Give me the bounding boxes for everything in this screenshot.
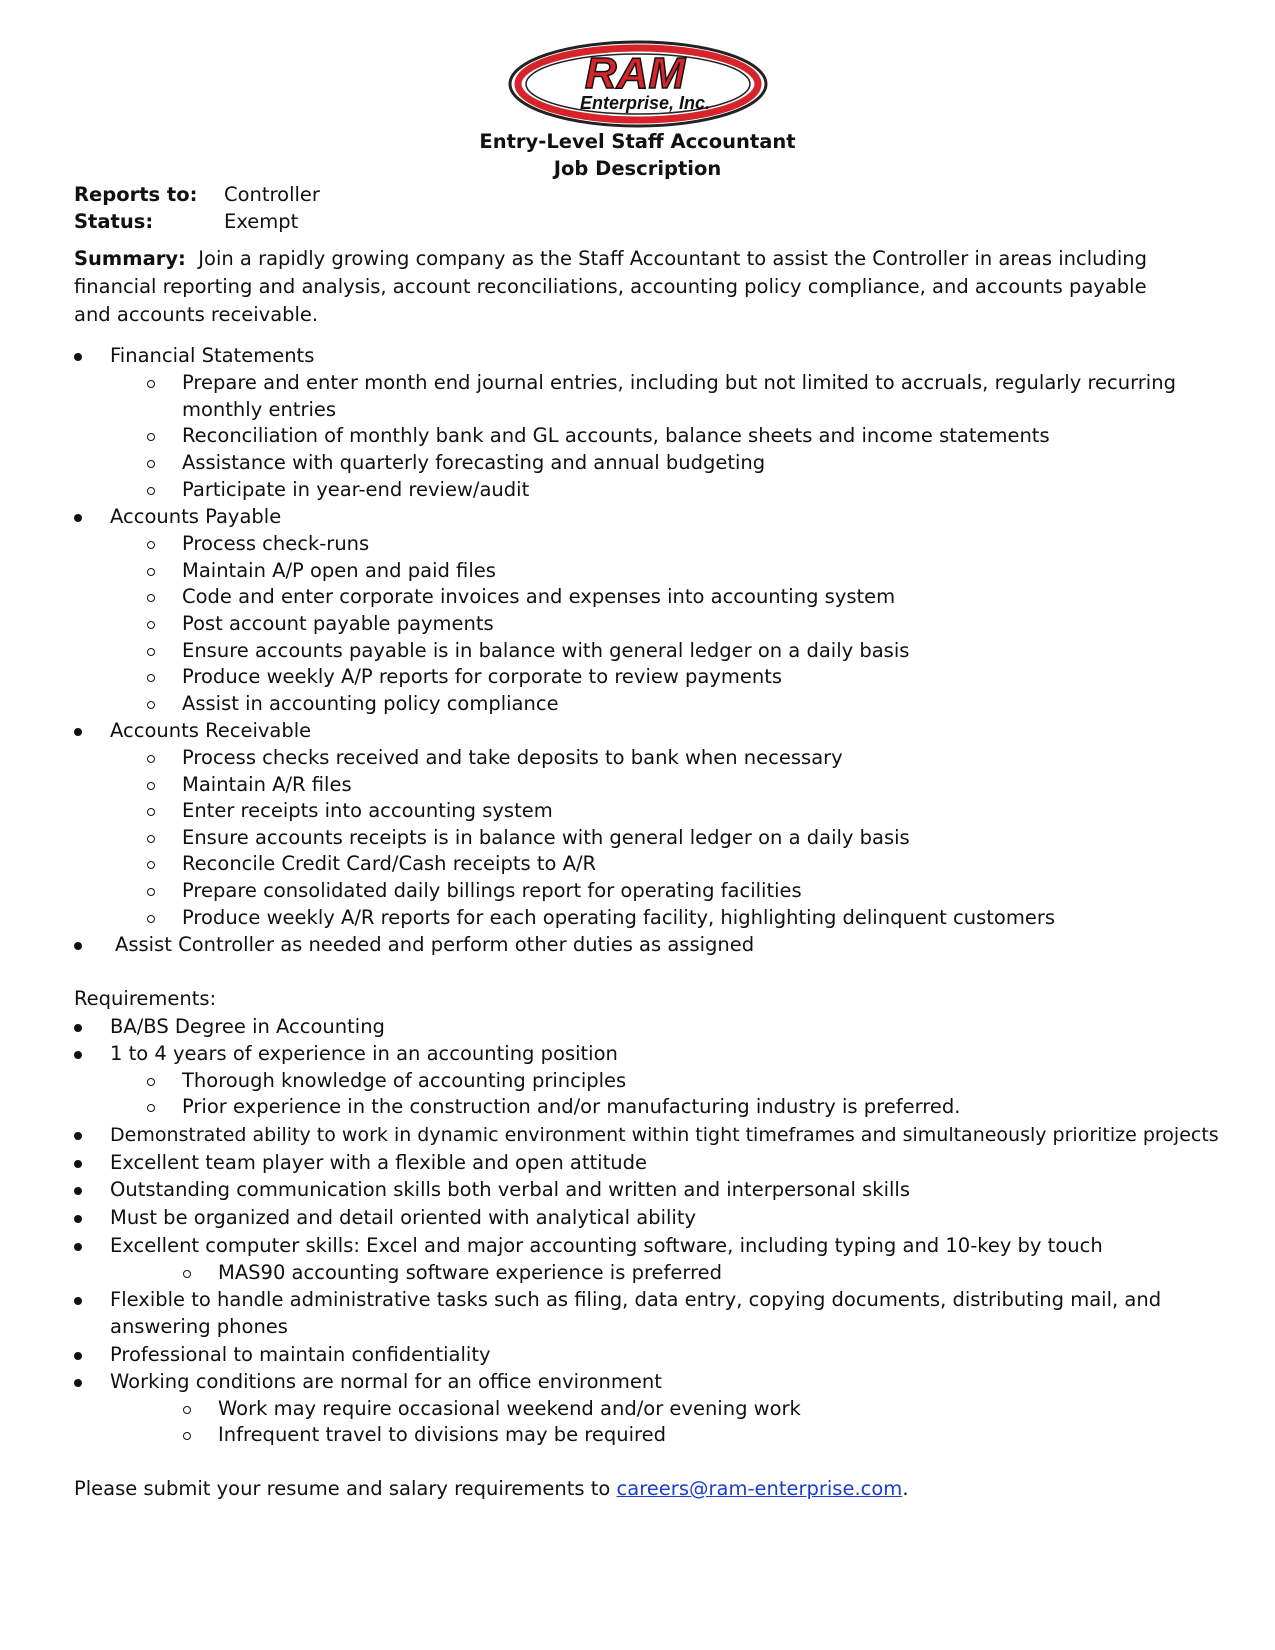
list-item: Excellent computer skills: Excel and major accounting software, including typing and 10-key by touch <box>110 1234 1103 1257</box>
careers-email-link[interactable]: careers@ram-enterprise.com <box>616 1477 903 1500</box>
list-item: Must be organized and detail oriented with analytical ability <box>110 1206 697 1229</box>
status-row <box>74 208 298 236</box>
bullet-icon <box>74 1232 84 1242</box>
bullet-icon <box>74 1013 84 1023</box>
list-item: Accounts Payable <box>110 505 282 528</box>
status-value: Exempt <box>224 210 299 233</box>
bullet-icon <box>74 1341 84 1351</box>
list-item: Prepare and enter month end journal entries, including but not limited to accruals, regularly recurring <box>182 371 1176 394</box>
list-item: Process checks received and take deposits to bank when necessary <box>182 746 843 769</box>
closing-text: Please submit your resume and salary requirements to <box>74 1477 617 1500</box>
status-label: Status: <box>74 210 154 233</box>
summary-paragraph <box>74 245 1184 329</box>
ram-enterprise-logo <box>505 36 771 132</box>
list-item: Ensure accounts payable is in balance with general ledger on a daily basis <box>182 639 910 662</box>
bullet-icon <box>74 1368 84 1378</box>
list-item: Enter receipts into accounting system <box>182 799 553 822</box>
list-item: Assist in accounting policy compliance <box>182 692 559 715</box>
bullet-icon <box>74 342 84 352</box>
bullet-icon <box>74 1286 84 1296</box>
list-item: Reconciliation of monthly bank and GL accounts, balance sheets and income statements <box>182 424 1050 447</box>
list-item: Demonstrated ability to work in dynamic environment within tight timeframes and simultaneously prioritize projects <box>110 1124 1219 1146</box>
reports-to-row <box>74 181 320 209</box>
bullet-icon <box>74 1204 84 1214</box>
closing-line <box>74 1475 909 1503</box>
list-item: Maintain A/P open and paid files <box>182 559 496 582</box>
summary-text: Join a rapidly growing company as the Staff Accountant to assist the Controller in areas including financial reporting and analysis, account reconciliations, accounting policy compliance, and accounts payable and accounts receivable. <box>74 247 1148 326</box>
list-item: BA/BS Degree in Accounting <box>110 1015 385 1038</box>
list-item: Infrequent travel to divisions may be required <box>218 1423 666 1446</box>
list-item: MAS90 accounting software experience is preferred <box>218 1261 723 1284</box>
logo-sub-text: Enterprise, Inc. <box>579 93 711 113</box>
list-item: Maintain A/R files <box>182 773 352 796</box>
list-item: answering phones <box>110 1315 288 1338</box>
bullet-icon <box>74 1149 84 1159</box>
list-item: Excellent team player with a flexible and open attitude <box>110 1151 647 1174</box>
list-item: Prepare consolidated daily billings report for operating facilities <box>182 879 802 902</box>
list-item: 1 to 4 years of experience in an accounting position <box>110 1042 618 1065</box>
list-item: Accounts Receivable <box>110 719 312 742</box>
bullet-icon <box>74 503 84 513</box>
list-item: Process check-runs <box>182 532 370 555</box>
bullet-icon <box>74 717 84 727</box>
list-item: Outstanding communication skills both verbal and written and interpersonal skills <box>110 1178 910 1201</box>
list-item: Ensure accounts receipts is in balance with general ledger on a daily basis <box>182 826 910 849</box>
bullet-icon <box>74 1121 84 1131</box>
list-item: Thorough knowledge of accounting principles <box>182 1069 627 1092</box>
list-item: Working conditions are normal for an office environment <box>110 1370 662 1393</box>
list-item: Flexible to handle administrative tasks such as filing, data entry, copying documents, distributing mail, and <box>110 1288 1162 1311</box>
list-item: monthly entries <box>182 398 337 421</box>
list-item: Participate in year-end review/audit <box>182 478 530 501</box>
list-item: Produce weekly A/R reports for each operating facility, highlighting delinquent customers <box>182 906 1056 929</box>
bullet-icon <box>74 1176 84 1186</box>
job-title: Entry-Level Staff Accountant <box>479 130 796 153</box>
doc-subtitle: Job Description <box>553 157 722 180</box>
reports-to-label: Reports to: <box>74 183 198 206</box>
bullet-icon <box>74 931 84 941</box>
list-item: Prior experience in the construction and/or manufacturing industry is preferred. <box>182 1095 961 1118</box>
reports-to-value: Controller <box>224 183 320 206</box>
list-item: Produce weekly A/P reports for corporate to review payments <box>182 665 783 688</box>
closing-period: . <box>902 1477 909 1500</box>
list-item: Financial Statements <box>110 344 315 367</box>
requirements-heading: Requirements: <box>74 987 217 1010</box>
list-item: Assistance with quarterly forecasting and annual budgeting <box>182 451 766 474</box>
list-item: Assist Controller as needed and perform other duties as assigned <box>115 933 755 956</box>
list-item: Professional to maintain confidentiality <box>110 1343 491 1366</box>
list-item: Reconcile Credit Card/Cash receipts to A/R <box>182 852 597 875</box>
list-item: Work may require occasional weekend and/or evening work <box>218 1397 801 1420</box>
summary-label: Summary: <box>74 247 186 270</box>
list-item: Post account payable payments <box>182 612 494 635</box>
logo-main-text: RAM <box>584 49 686 98</box>
bullet-icon <box>74 1040 84 1050</box>
list-item: Code and enter corporate invoices and expenses into accounting system <box>182 585 896 608</box>
